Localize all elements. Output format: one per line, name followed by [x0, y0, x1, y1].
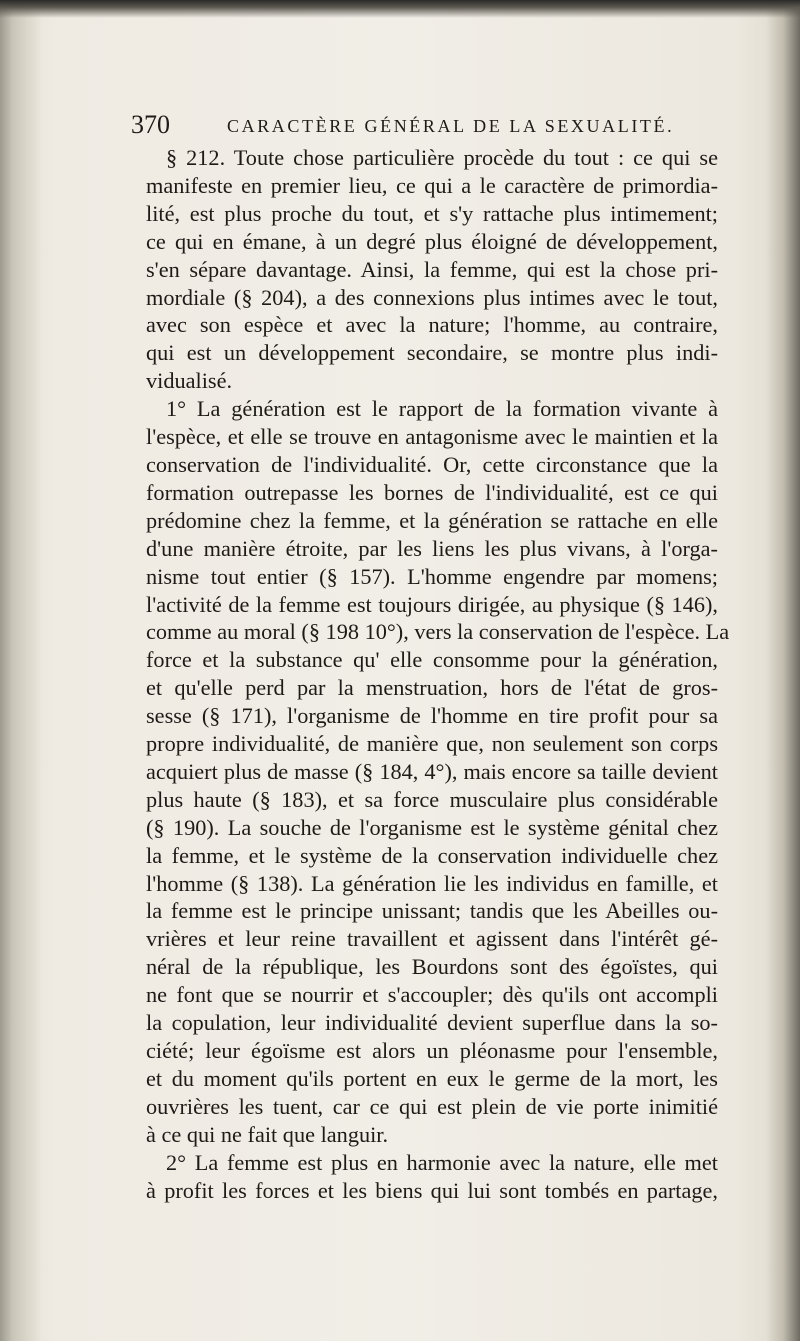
text-line: mordiale (§ 204), a des connexions plus intimes avec le tout,	[146, 284, 718, 310]
text-line: ce qui en émane, à un degré plus éloigné de développement,	[146, 228, 718, 254]
text-line: s'en sépare davantage. Ainsi, la femme, qui est la chose pri-	[146, 256, 718, 282]
text-line: formation outrepasse les bornes de l'individualité, est ce qui	[146, 479, 718, 505]
text-line: comme au moral (§ 198 10°), vers la conservation de l'espèce. La	[146, 619, 730, 645]
running-title: CARACTÈRE GÉNÉRAL DE LA SEXUALITÉ.	[227, 116, 675, 136]
text-line: force et la substance qu' elle consomme pour la génération,	[146, 647, 718, 673]
body-text	[146, 144, 730, 1204]
page-header	[131, 110, 691, 144]
text-line: acquiert plus de masse (§ 184, 4°), mais encore sa taille devient	[146, 758, 718, 784]
text-line: vidualisé.	[146, 368, 233, 394]
text-line: vrières et leur reine travaillent et agissent dans l'intérêt gé-	[146, 926, 718, 952]
text-line: à profit les forces et les biens qui lui sont tombés en partage,	[146, 1177, 718, 1203]
text-line: ciété; leur égoïsme est alors un pléonasme pour l'ensemble,	[146, 1038, 718, 1063]
page-number: 370	[131, 110, 170, 139]
text-line: l'activité de la femme est toujours dirigée, au physique (§ 146),	[146, 591, 718, 617]
text-line: prédomine chez la femme, et la génération se rattache en elle	[146, 507, 718, 533]
text-line: la copulation, leur individualité devient superflue dans la so-	[146, 1010, 718, 1036]
text-line: l'homme (§ 138). La génération lie les individus en famille, et	[146, 870, 718, 896]
text-line: d'une manière étroite, par les liens les plus vivans, à l'orga-	[146, 535, 718, 561]
text-line: ouvrières les tuent, car ce qui est plein de vie porte inimitié	[146, 1093, 718, 1119]
page-binding-shadow	[0, 0, 42, 1341]
text-line: la femme, et le système de la conservation individuelle chez	[146, 842, 718, 868]
text-line: manifeste en premier lieu, ce qui a le caractère de primordia-	[146, 172, 718, 198]
text-line: néral de la république, les Bourdons sont des égoïstes, qui	[146, 954, 718, 980]
text-line: et du moment qu'ils portent en eux le germe de la mort, les	[146, 1065, 718, 1091]
page-top-edge	[0, 0, 800, 18]
text-line: sesse (§ 171), l'organisme de l'homme en tire profit pour sa	[146, 703, 718, 729]
text-line: la femme est le principe unissant; tandis que les Abeilles ou-	[146, 898, 718, 924]
text-line: conservation de l'individualité. Or, cette circonstance que la	[146, 451, 718, 477]
text-line: et qu'elle perd par la menstruation, hors de l'état de gros-	[146, 675, 718, 701]
text-line: (§ 190). La souche de l'organisme est le système génital chez	[146, 814, 718, 840]
text-line: 1° La génération est le rapport de la formation vivante à	[166, 396, 718, 422]
text-line: avec son espèce et avec la nature; l'homme, au contraire,	[146, 312, 718, 338]
text-line: propre individualité, de manière que, non seulement son corps	[146, 731, 718, 757]
text-line: ne font que se nourrir et s'accoupler; dès qu'ils ont accompli	[146, 982, 718, 1008]
text-line: qui est un développement secondaire, se montre plus indi-	[146, 340, 718, 366]
text-line: § 212. Toute chose particulière procède du tout : ce qui se	[166, 145, 718, 170]
text-line: plus haute (§ 183), et sa force musculaire plus considérable	[146, 786, 718, 812]
text-line: l'espèce, et elle se trouve en antagonisme avec le maintien et la	[146, 424, 718, 450]
text-line: à ce qui ne fait que languir.	[146, 1121, 389, 1147]
text-line: lité, est plus proche du tout, et s'y rattache plus intimement;	[146, 200, 718, 226]
text-line: 2° La femme est plus en harmonie avec la nature, elle met	[166, 1149, 718, 1175]
text-line: nisme tout entier (§ 157). L'homme engendre par momens;	[146, 563, 718, 589]
page-edge-shadow	[766, 0, 800, 1341]
